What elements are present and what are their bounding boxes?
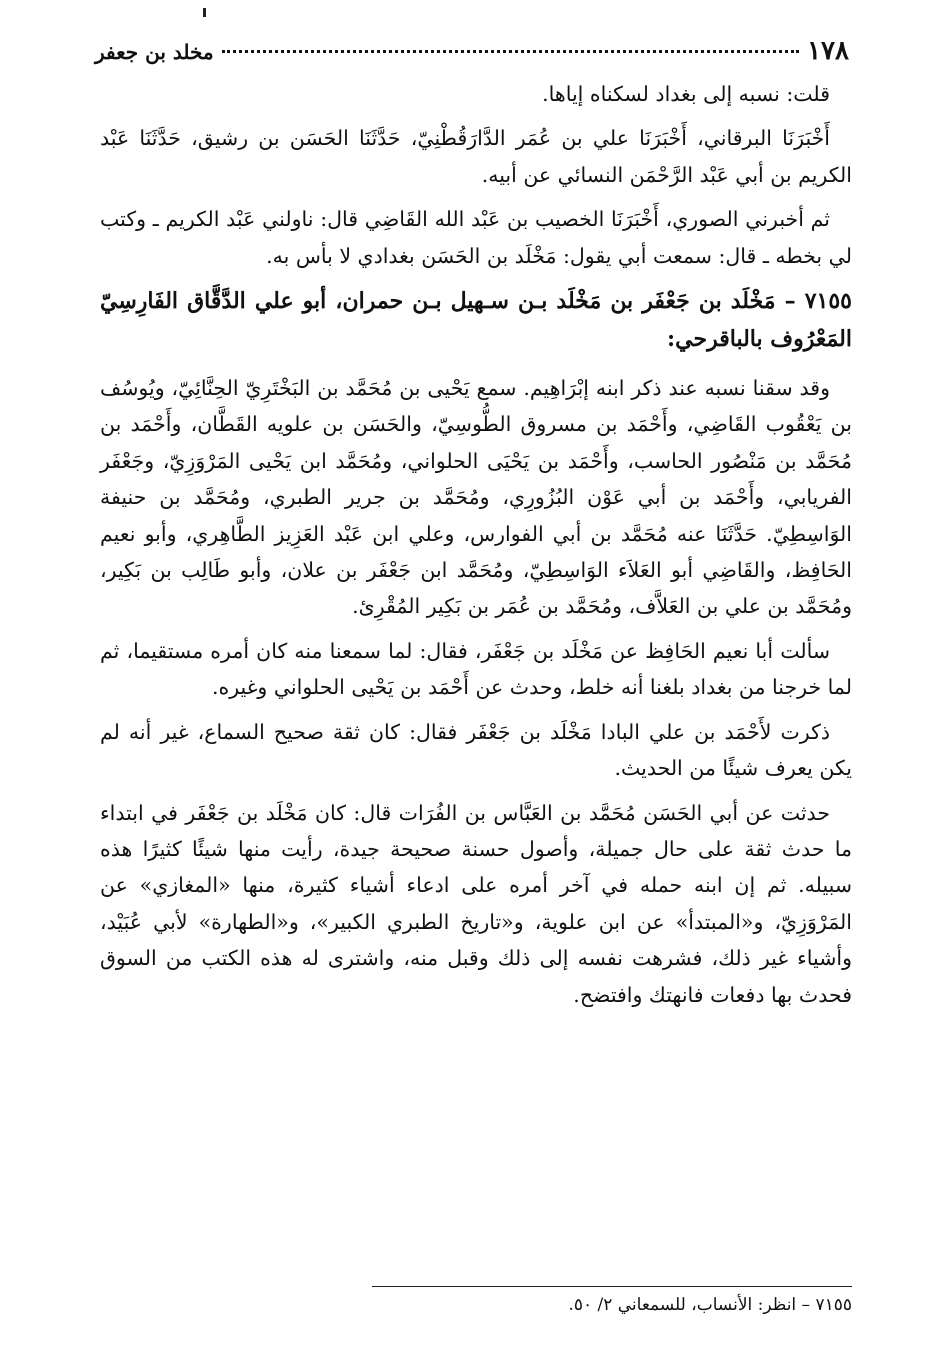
paragraph: ثم أخبرني الصوري، أَخْبَرَنَا الخصيب بن عَبْد الله القَاضِي قال: ناولني عَبْد الكريم ـ وكتب لي بخطه ـ قال: سمعت أبي يقول: مَخْلَد بن الحَسَن بغدادي لا بأس به. xyxy=(100,207,852,268)
biography-entry-heading: ٧١٥٥ – مَخْلَد بن جَعْفَر بن مَخْلَد بـن سـهيل بـن حمران، أبو علي الدَّقَّاق الفَارِسِيّ المَعْرُوف بالباقرحي: xyxy=(100,288,852,353)
running-title: مخلد بن جعفر xyxy=(95,40,214,64)
scan-mark xyxy=(203,8,206,17)
page-header xyxy=(95,36,849,76)
footnote: ٧١٥٥ – انظر: الأنساب، للسمعاني ٢/ ٥٠. xyxy=(568,1295,852,1315)
paragraph: قلت: نسبه إلى بغداد لسكناه إياها. xyxy=(542,82,830,106)
header-dotted-leader xyxy=(222,50,799,53)
paragraph: حدثت عن أبي الحَسَن مُحَمَّد بن العَبَّاس بن الفُرَات قال: كان مَخْلَد بن جَعْفَر في ابتداء ما حدث ثقة على حال جميلة، وأصول حسنة صحيحة جيدة، رأيت منها شيئًا كثيرًا هذه سبيله. ثم إن ابنه حمله في آخر أمره على ادعاء أشياء كثيرة، منها «المغازي» عن المَرْوَزِيّ، و«المبتدأ» عن ابن علوية، و«تاريخ الطبري الكبير»، و«الطهارة» لأبي عُبَيْد، وأشياء غير ذلك، فشرهت نفسه إلى ذلك وقبل منه، واشترى له هذه الكتب من السوق فحدث بها دفعات فانهتك وافتضح. xyxy=(100,800,852,1007)
paragraph: أَخْبَرَنَا البرقاني، أَخْبَرَنَا علي بن عُمَر الدَّارَقُطْنِيّ، حَدَّثَنَا الحَسَن بن رشيق، حَدَّثَنَا عَبْد الكريم بن أبي عَبْد الرَّحْمَن النسائي عن أبيه. xyxy=(100,126,852,187)
page-number: ١٧٨ xyxy=(807,36,849,66)
main-text xyxy=(100,76,852,1021)
paragraph: ذكرت لأَحْمَد بن علي البادا مَخْلَد بن جَعْفَر فقال: كان ثقة صحيح السماع، غير أنه لم يكن يعرف شيئًا من الحديث. xyxy=(100,719,852,781)
paragraph: وقد سقنا نسبه عند ذكر ابنه إبْرَاهِيم. سمع يَحْيى بن مُحَمَّد بن البَخْتَرِيّ الحِنَّائِيّ، ويُوسُف بن يَعْقُوب القَاضِي، وأَحْمَد بن مسروق الطُّوسِيّ، والحَسَن بن علويه القَطَّان، وأَحْمَد بن مُحَمَّد بن مَنْصُور الحاسب، وأَحْمَد بن يَحْيَى الحلواني، ومُحَمَّد ابن يَحْيى المَرْوَزِيّ، وجَعْفَر الفريابي، وأَحْمَد بن أبي عَوْن البُزُورِي، ومُحَمَّد بن جرير الطبري، ومُحَمَّد بن حنيفة الوَاسِطِيّ. حَدَّثَنَا عنه مُحَمَّد بن أبي الفوارس، وعلي ابن عَبْد العَزِيز الطَّاهِري، وأبو نعيم الحَافِظ، والقَاضِي أبو العَلاَء الوَاسِطِيّ، ومُحَمَّد ابن جَعْفَر بن علان، وأبو طَالِب بن بَكِير، ومُحَمَّد بن علي بن العَلاَّف، ومُحَمَّد بن عُمَر بن بَكِير المُقْرِئ. xyxy=(100,376,852,619)
footnote-divider xyxy=(372,1286,852,1287)
paragraph: سألت أبا نعيم الحَافِظ عن مَخْلَد بن جَعْفَر، فقال: لما سمعنا منه كان أمره مستقيما، ثم لما خرجنا من بغداد بلغنا أنه خلط، وحدث عن أَحْمَد بن يَحْيى الحلواني وغيره. xyxy=(100,638,852,700)
